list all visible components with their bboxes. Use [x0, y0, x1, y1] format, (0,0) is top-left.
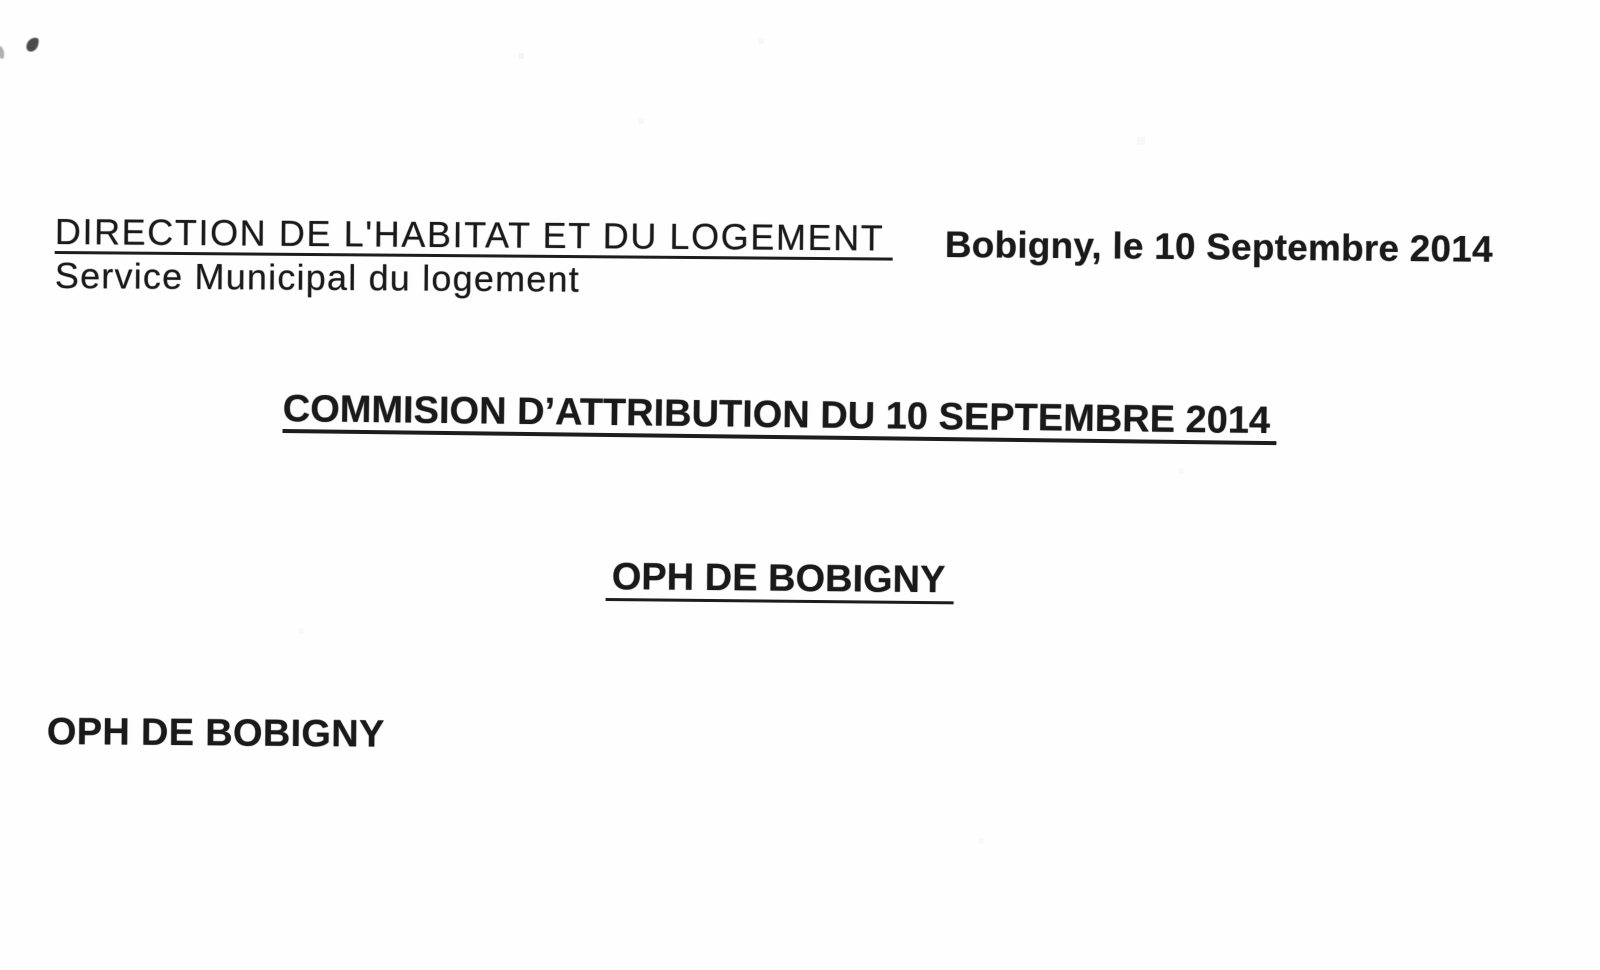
letterhead-department-name: DIRECTION DE L'HABITAT ET DU LOGEMENT	[55, 214, 893, 261]
scan-edge-artifact	[0, 46, 5, 60]
document-title: COMMISION D’ATTRIBUTION DU 10 SEPTEMBRE 2014	[282, 390, 1277, 445]
letterhead-service-name: Service Municipal du logement	[54, 255, 581, 300]
scan-speckle-artifact	[25, 36, 40, 54]
dateline: Bobigny, le 10 Septembre 2014	[944, 224, 1493, 270]
document-subtitle: OPH DE BOBIGNY	[606, 558, 954, 604]
body-section-heading: OPH DE BOBIGNY	[46, 711, 385, 756]
